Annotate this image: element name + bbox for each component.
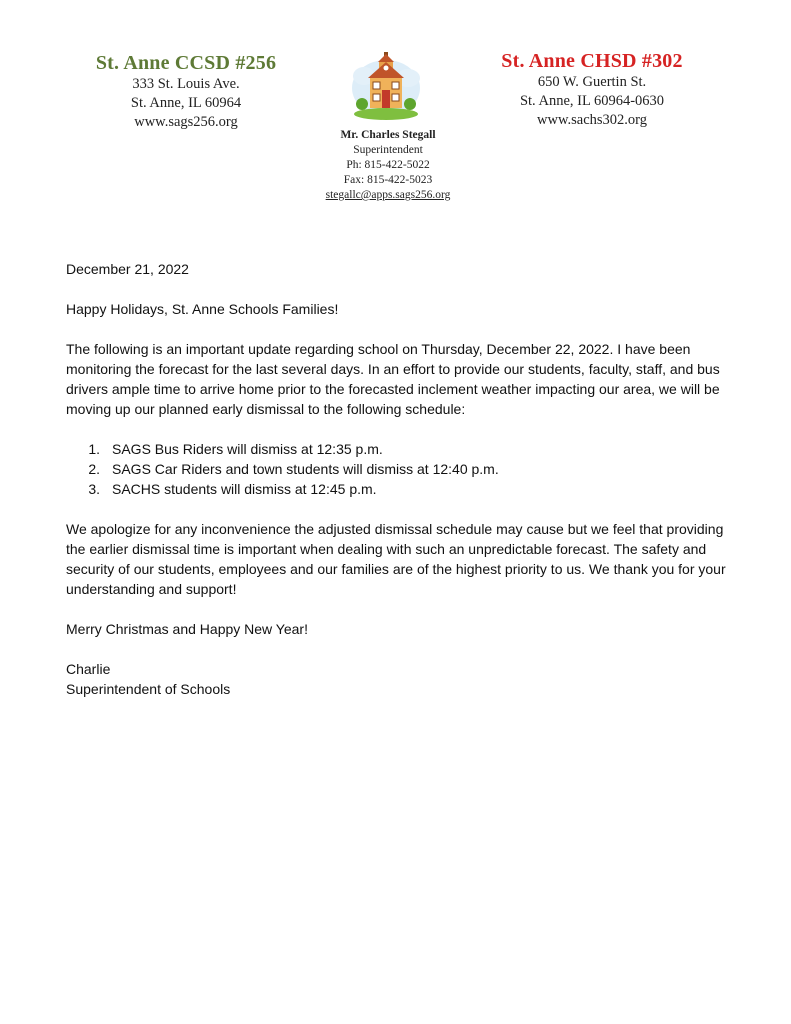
letter-closing: Merry Christmas and Happy New Year! [66,621,308,637]
superintendent-fax: Fax: 815-422-5023 [343,174,433,186]
chsd-302-name: St. Anne CHSD #302 [501,50,683,72]
ccsd-256-address-line2: St. Anne, IL 60964 [130,95,242,111]
ccsd-256-address-line1: 333 St. Louis Ave. [132,76,240,92]
ccsd-256-website: www.sags256.org [134,114,238,130]
ccsd-256-name: St. Anne CCSD #256 [95,52,277,74]
letter-paragraph-2: We apologize for any inconvenience the adjusted dismissal schedule may cause but we feel that providing the earlier dismissal time is important when dealing with such an unpredictable forecast. The safety and security of our students, employees and our families are of the highest priority to us. We thank you for your understanding and support! [66,521,726,597]
superintendent-contact [315,128,461,203]
superintendent-title: Superintendent [353,144,423,156]
chsd-302-address-line1: 650 W. Guertin St. [537,74,647,90]
list-item [66,479,736,499]
dismissal-schedule-list [66,439,736,499]
chsd-302-address-line2: St. Anne, IL 60964-0630 [519,93,665,109]
superintendent-name: Mr. Charles Stegall [340,129,436,141]
list-item-number: 3. [88,481,100,497]
superintendent-phone: Ph: 815-422-5022 [346,159,430,171]
ccsd-256-letterhead [86,52,286,132]
list-item-number: 2. [88,461,100,477]
chsd-302-letterhead [494,50,690,130]
letter-body [66,259,736,699]
chsd-302-website: www.sachs302.org [537,112,647,128]
letter-greeting: Happy Holidays, St. Anne Schools Families! [66,301,339,317]
letter-date: December 21, 2022 [66,261,189,277]
superintendent-email-link[interactable]: stegallc@apps.sags256.org [325,189,451,201]
schoolhouse-icon [348,48,424,122]
list-item-text: SAGS Bus Riders will dismiss at 12:35 p.m. [112,441,383,457]
list-item [66,439,736,459]
signature-name: Charlie [66,661,111,677]
list-item [66,459,736,479]
signature-title: Superintendent of Schools [66,681,231,697]
list-item-text: SAGS Car Riders and town students will dismiss at 12:40 p.m. [112,461,499,477]
list-item-number: 1. [88,441,100,457]
letter-paragraph-1: The following is an important update regarding school on Thursday, December 22, 2022. I have been monitoring the forecast for the last several days. In an effort to provide our students, faculty, staff, and bus drivers ample time to arrive home prior to the forecasted inclement weather impacting our area, we will be moving up our planned early dismissal to the following schedule: [66,341,720,417]
list-item-text: SACHS students will dismiss at 12:45 p.m. [112,481,377,497]
